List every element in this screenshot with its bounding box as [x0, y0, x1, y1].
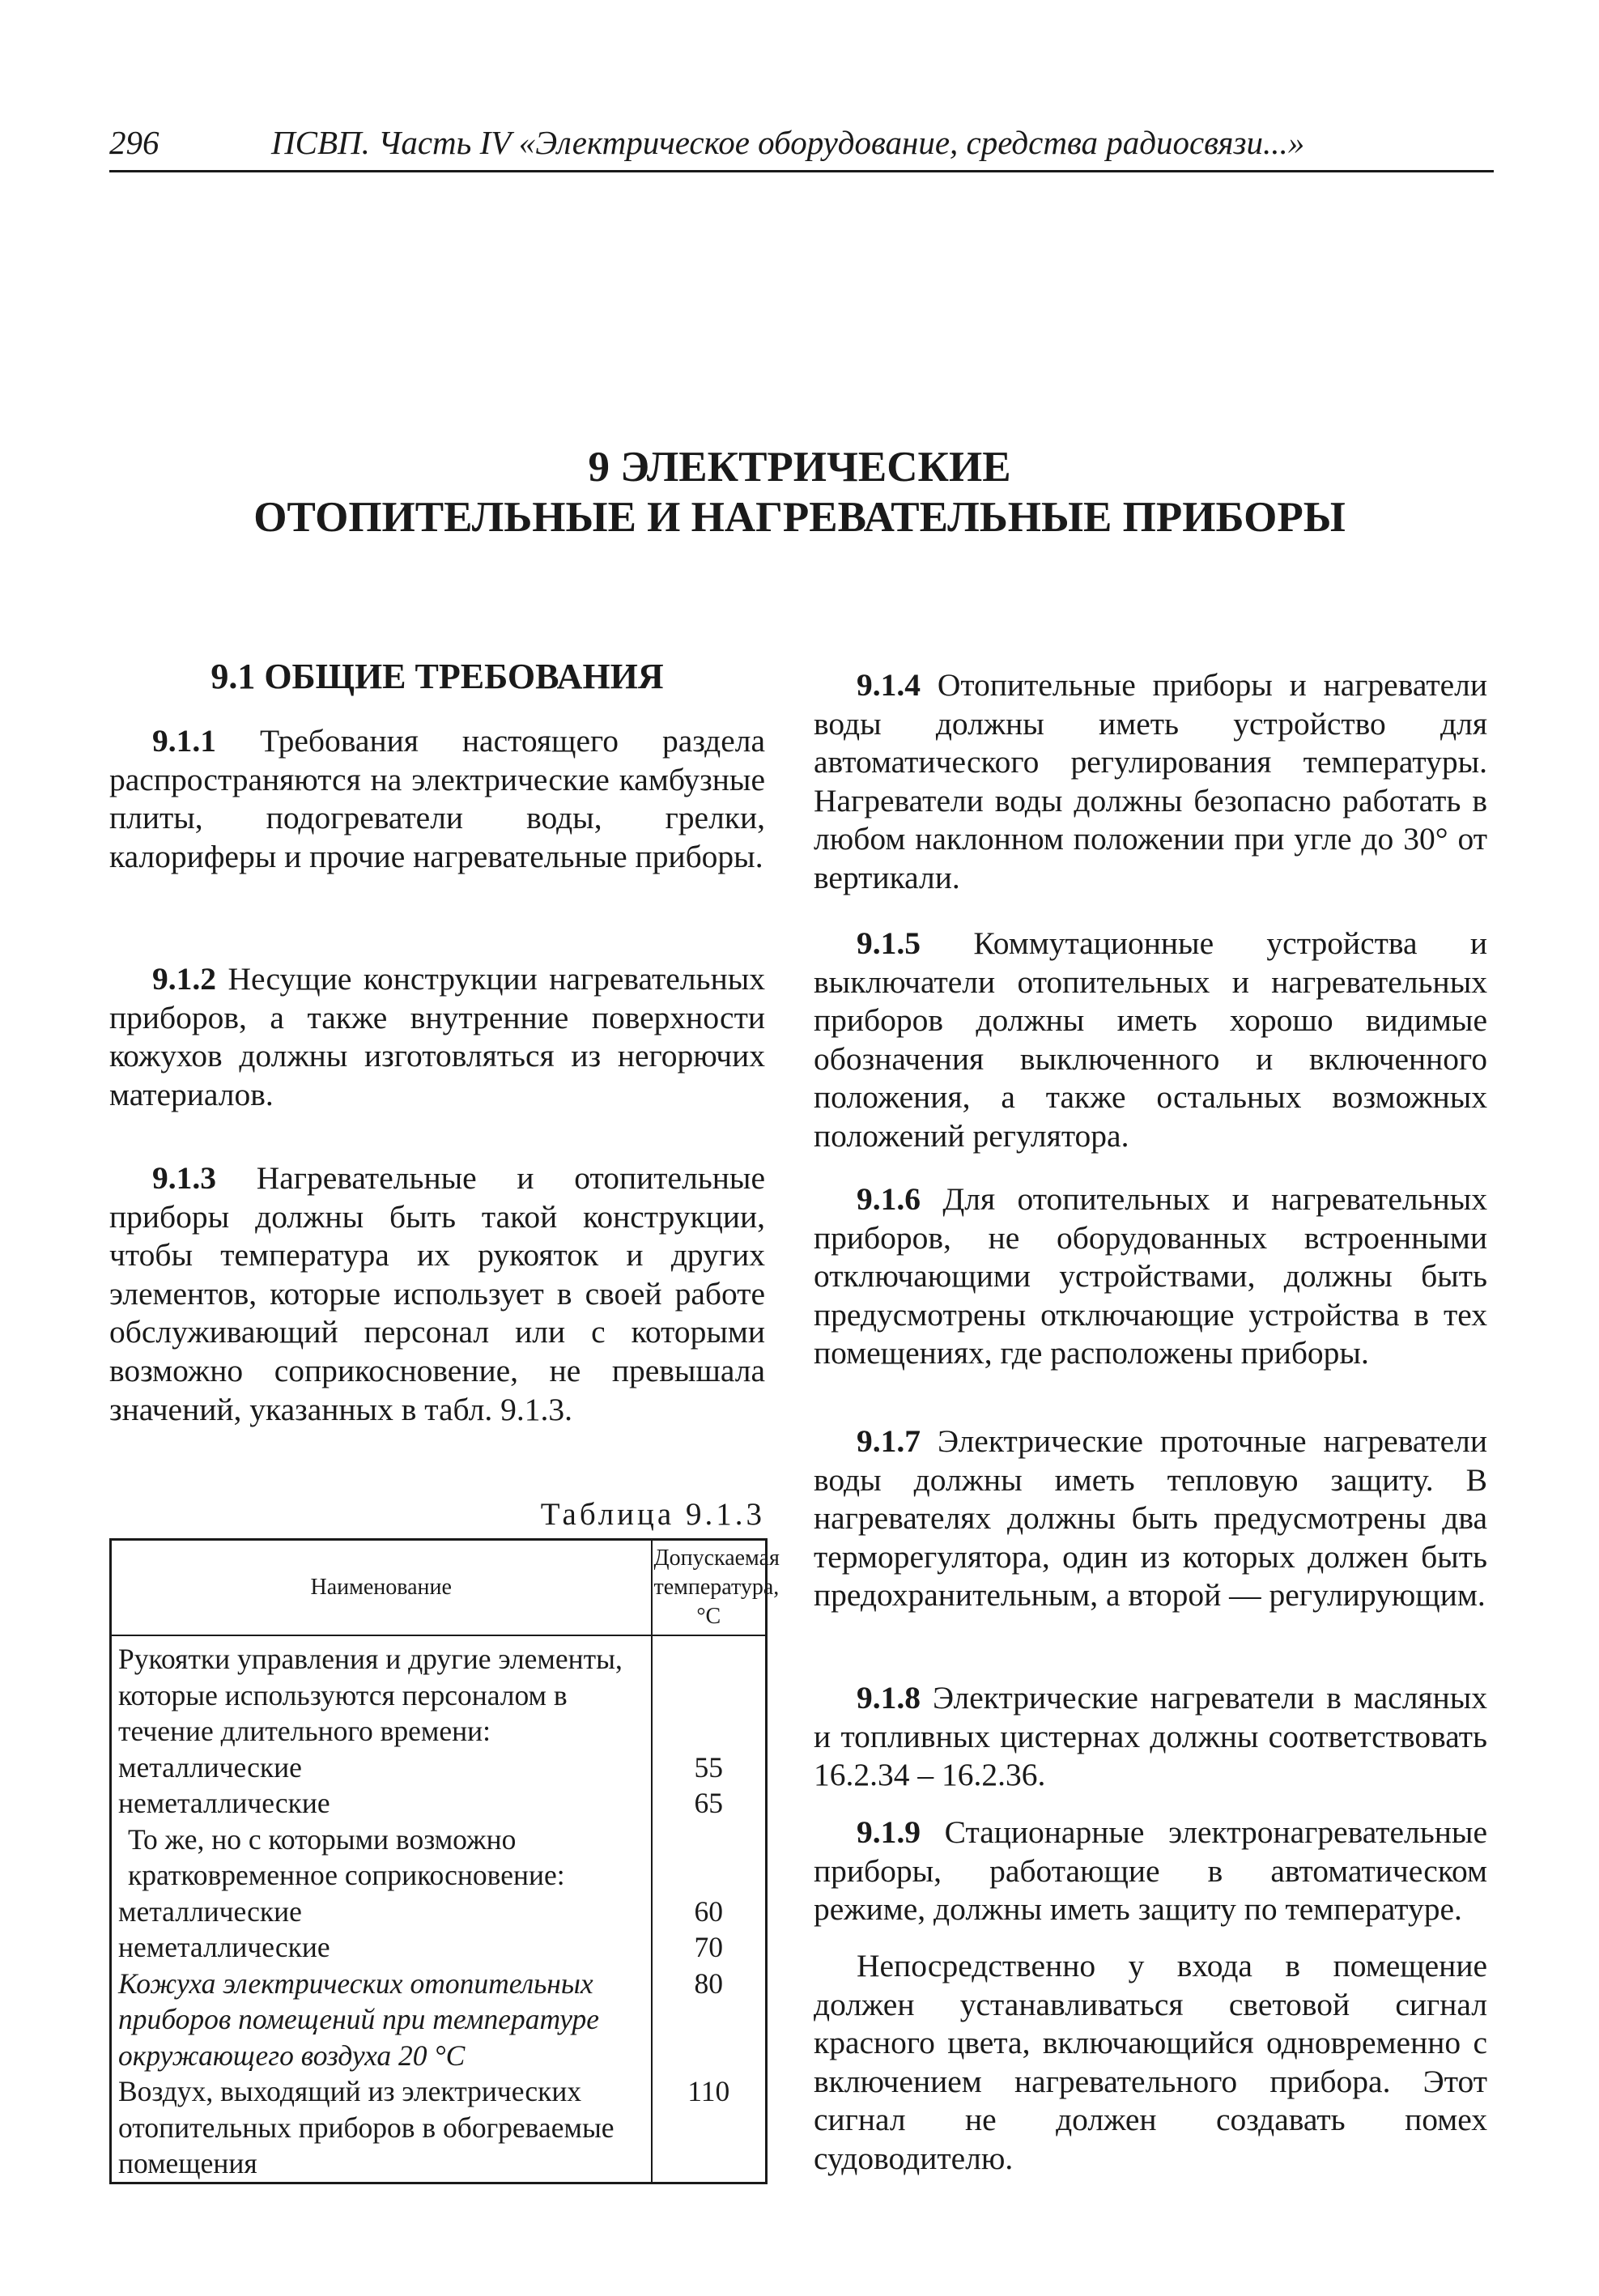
- paragraph-text: Требования настоящего раздела распространяются на электрические камбузные плиты, подогреватели воды, грелки, калориферы и прочие нагревательные приборы.: [109, 723, 766, 874]
- row-value: 60: [652, 1894, 767, 1930]
- paragraph-9-1-5: [814, 925, 1487, 1156]
- paragraph-signal: [814, 1947, 1487, 2179]
- paragraph-text: Электрические нагреватели в масляных и топливных цистернах должны соответствовать 16.2.34 – 16.2.36.: [814, 1680, 1487, 1793]
- paragraph-number: 9.1.5: [857, 925, 921, 961]
- row-value: [652, 1822, 767, 1894]
- paragraph-number: 9.1.3: [152, 1160, 216, 1196]
- paragraph-9-1-9: [814, 1813, 1487, 1929]
- paragraph-text: Электрические проточные нагреватели воды должны иметь тепловую защиту. В нагревателях должны быть предусмотрены два терморегулятора, один из которых должен быть предохранительным, а второй — регулирующим.: [814, 1423, 1488, 1614]
- table-caption: Таблица 9.1.3: [540, 1497, 765, 1532]
- paragraph-number: 9.1.1: [152, 723, 216, 759]
- section-title: 9.1 ОБЩИЕ ТРЕБОВАНИЯ: [211, 657, 664, 696]
- row-name: металлические: [118, 1894, 302, 1928]
- table-row: [111, 1894, 767, 1930]
- table-row: [111, 1929, 767, 1966]
- row-value: 70: [652, 1929, 767, 1966]
- paragraph-text: Непосредственно у входа в помещение должен устанавливаться световой сигнал красного цвета, включающийся одновременно с включением нагревательного прибора. Этот сигнал не должен создавать помех судоводителю.: [814, 1948, 1487, 2176]
- row-value: 65: [652, 1785, 767, 1822]
- paragraph-9-1-8: [814, 1679, 1487, 1795]
- paragraph-number: 9.1.7: [857, 1423, 921, 1459]
- paragraph-number: 9.1.2: [152, 961, 216, 997]
- paragraph-text: Несущие конструкции нагревательных приборов, а также внутренние поверхности кожухов должны изготовляться из негорючих материалов.: [109, 961, 765, 1112]
- running-header: [109, 120, 1494, 172]
- table-header-row: [111, 1540, 767, 1636]
- paragraph-number: 9.1.6: [857, 1181, 921, 1217]
- table-row: [111, 2073, 767, 2183]
- row-value: 80: [652, 1966, 767, 2074]
- paragraph-text: Отопительные приборы и нагреватели воды должны иметь устройство для автоматического регулирования температуры. Нагреватели воды должны безопасно работать в любом наклонном положении при угле до 30° от вертикали.: [814, 667, 1488, 895]
- row-value: [652, 1635, 767, 1750]
- row-name: металлические: [118, 1750, 302, 1784]
- column-header-name: Наименование: [111, 1540, 652, 1636]
- temperature-table: [109, 1538, 780, 2184]
- row-value: 110: [652, 2073, 767, 2183]
- table-row: [111, 1822, 767, 1894]
- page-number: 296: [109, 124, 159, 161]
- table-row: [111, 1966, 767, 2074]
- table-row: [111, 1635, 767, 1750]
- paragraph-text: Нагревательные и отопительные приборы должны быть такой конструкции, чтобы температура их рукояток и других элементов, которые использует в своей работе обслуживающий персонал или с которыми возможно соприкосновение, не превышала значений, указанных в табл. 9.1.3.: [109, 1160, 766, 1427]
- paragraph-9-1-1: [109, 722, 765, 876]
- paragraph-9-1-6: [814, 1180, 1487, 1373]
- row-name: неметаллические: [118, 1931, 330, 1963]
- paragraph-text: Стационарные электронагревательные приборы, работающие в автоматическом режиме, должны иметь защиту по температуре.: [814, 1814, 1487, 1928]
- paragraph-number: 9.1.9: [857, 1814, 921, 1850]
- paragraph-9-1-3: [109, 1159, 765, 1429]
- book-title: ПСВП. Часть IV «Электрическое оборудование, средства радиосвязи...»: [271, 124, 1305, 161]
- row-name: Воздух, выходящий из электрических отопительных приборов в обогреваемые помещения: [118, 2075, 615, 2179]
- paragraph-number: 9.1.8: [857, 1680, 921, 1716]
- chapter-title-line-2: ОТОПИТЕЛЬНЫЕ И НАГРЕВАТЕЛЬНЫЕ ПРИБОРЫ: [253, 494, 1346, 541]
- table-row: [111, 1785, 767, 1822]
- paragraph-text: Для отопительных и нагревательных приборов, не оборудованных встроенными отключающими устройствами, должны быть предусмотрены отключающие устройства в тех помещениях, где расположены приборы.: [814, 1181, 1487, 1371]
- paragraph-text: Коммутационные устройства и выключатели отопительных и нагревательных приборов должны иметь хорошо видимые обозначения выключенного и включенного положения, а также остальных возможных положений регулятора.: [814, 925, 1488, 1154]
- row-name: То же, но с которыми возможно кратковременное соприкосновение:: [128, 1822, 565, 1891]
- chapter-title-line-1: 9 ЭЛЕКТРИЧЕСКИЕ: [588, 444, 1011, 491]
- paragraph-9-1-4: [814, 666, 1487, 898]
- table-row: [111, 1750, 767, 1786]
- paragraph-9-1-2: [109, 960, 765, 1114]
- paragraph-9-1-7: [814, 1422, 1487, 1615]
- row-value: 55: [652, 1750, 767, 1786]
- row-name: неметаллические: [118, 1787, 330, 1819]
- row-name: Кожуха электрических отопительных приборов помещений при температуре окружающего воздуха 20 °С: [118, 1966, 600, 2072]
- paragraph-number: 9.1.4: [857, 667, 921, 703]
- column-header-temperature: Допускаемая температура, °С: [652, 1540, 767, 1636]
- row-name: Рукоятки управления и другие элементы, которые используются персоналом в течение длительного времени:: [118, 1643, 623, 1747]
